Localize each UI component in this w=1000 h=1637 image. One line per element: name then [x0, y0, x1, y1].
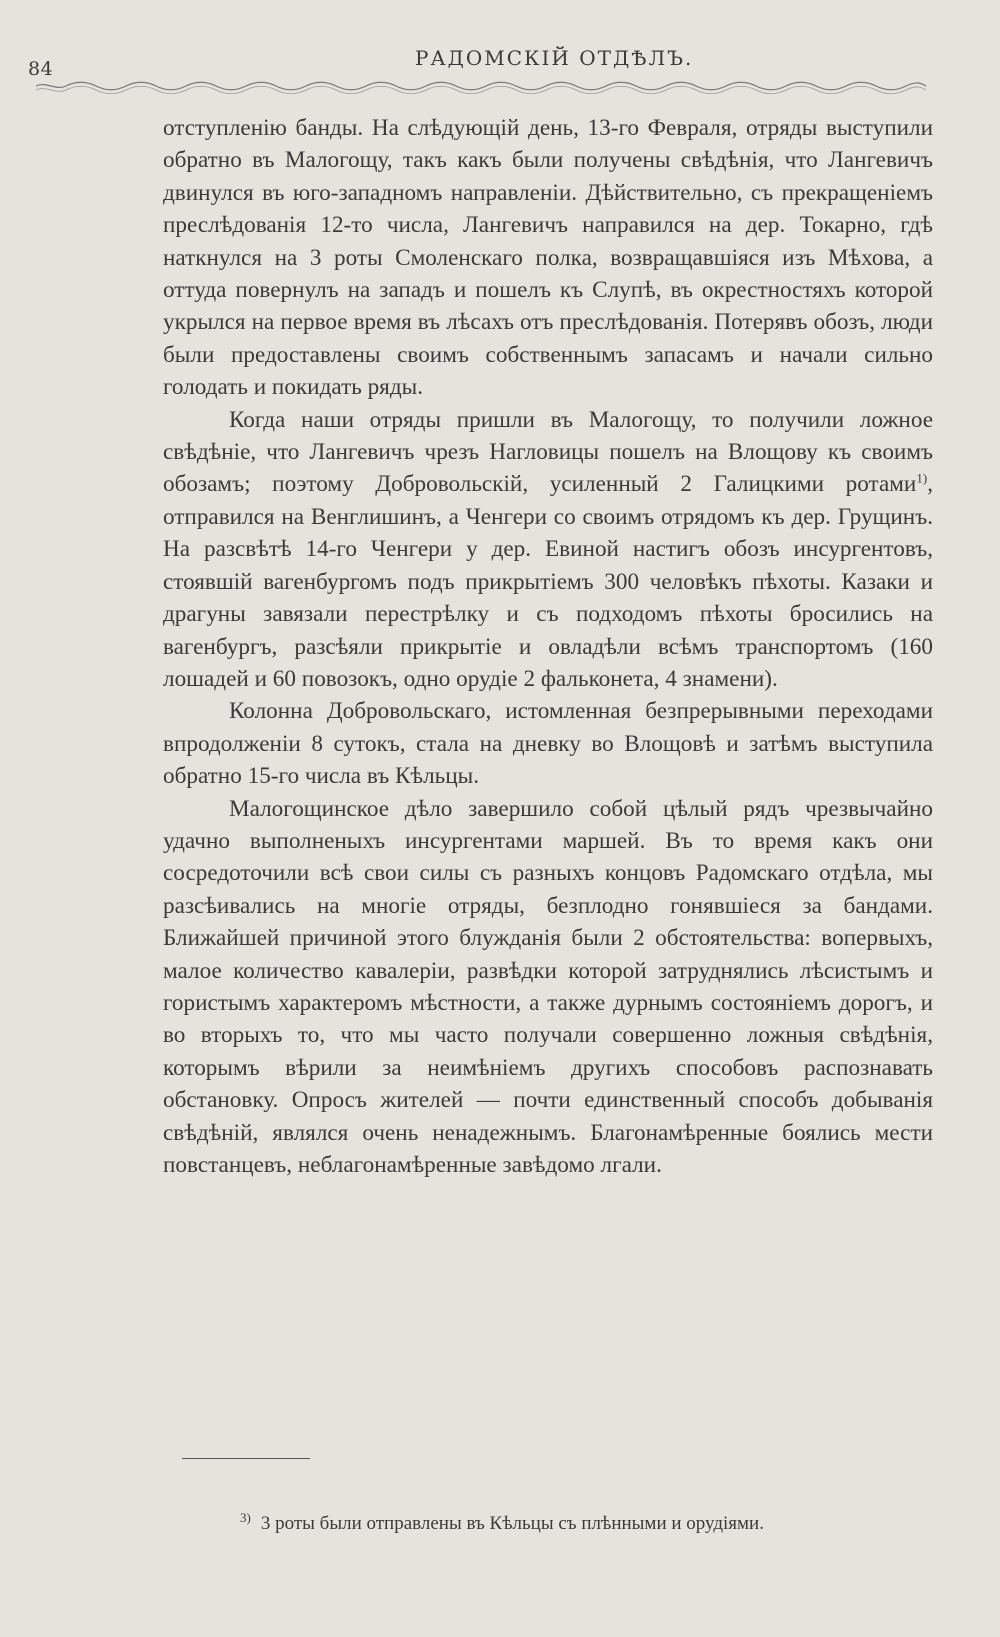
paragraph-3: Колонна Добровольскаго, истомленная безпрерывными переходами впродолженіи 8 сутокъ, стала на дневку во Влощовѣ и затѣмъ выступила обратно 15-го числа въ Кѣльцы. [163, 698, 933, 790]
paragraph-2 [163, 404, 933, 696]
footnote [240, 1509, 920, 1536]
running-title: РАДОМСКІЙ ОТДѢЛЪ. [415, 46, 694, 70]
footnote-divider [182, 1458, 310, 1459]
main-text [163, 112, 933, 1181]
footnote-text: 3 роты были отправлены въ Кѣльцы съ плѣнными и орудіями. [260, 1513, 764, 1534]
footnote-number: 3) [240, 1509, 251, 1525]
paragraph-2-text-b: , отправился на Венглишинъ, а Ченгери со своимъ отрядомъ къ дер. Грущинъ. На разсвѣтѣ 14-го Ченгери у дер. Евиной настигъ обозъ инсургентовъ, стоявшій вагенбургомъ подъ прикрытіемъ 300 человѣкъ пѣхоты. Казаки и драгуны завязали перестрѣлку и съ подходомъ пѣхоты бросились на вагенбургъ, разсѣяли прикрытіе и овладѣли всѣмъ транспортомъ (160 лошадей и 60 повозокъ, одно орудіе 2 фальконета, 4 знамени). [163, 471, 933, 692]
page-number: 84 [28, 58, 54, 80]
paragraph-2-text-a: Когда наши отряды пришли въ Малогощу, то получили ложное свѣдѣніе, что Лангевичъ чрезъ Нагловицы пошелъ на Влощову къ своимъ обозамъ; поэтому Добровольскій, усиленный 2 Галицкими ротами [163, 406, 933, 498]
footnote-reference: 1) [916, 470, 928, 486]
paragraph-4: Малогощинское дѣло завершило собой цѣлый рядъ чрезвычайно удачно выполненыхъ инсургентами маршей. Въ то время какъ они сосредоточили всѣ свои силы съ разныхъ концовъ Радомскаго отдѣла, мы разсѣивались на многіе отряды, безплодно гонявшіеся за бандами. Ближайшей причиной этого блужданія были 2 обстоятельства: вопервыхъ, малое количество кавалеріи, развѣдки которой затруднялись лѣсистымъ и гористымъ характеромъ мѣстности, а также дурнымъ состояніемъ дорогъ, и во вторыхъ то, что мы часто получали совершенно ложныя свѣдѣнія, которымъ вѣрили за неимѣніемъ другихъ способовъ распознавать обстановку. Опросъ жителей — почти единственный способъ добыванія свѣдѣній, являлся очень ненадежнымъ. Благонамѣренные боялись мести повстанцевъ, неблагонамѣренные завѣдомо лгали. [163, 795, 933, 1178]
decorative-header-rule [36, 78, 926, 100]
paragraph-1: отступленію банды. На слѣдующій день, 13-го Февраля, отряды выступили обратно въ Малогощу, такъ какъ были получены свѣдѣнія, что Лангевичъ двинулся въ юго-западномъ направленіи. Дѣйствительно, съ прекращеніемъ преслѣдованія 12-то числа, Лангевичъ направился на дер. Токарно, гдѣ наткнулся на 3 роты Смоленскаго полка, возвращавшіяся изъ Мѣхова, а оттуда повернулъ на западъ и пошелъ къ Слупѣ, въ окрестностяхъ которой укрылся на первое время въ лѣсахъ отъ преслѣдованія. Потерявъ обозъ, люди были предоставлены своимъ собственнымъ запасамъ и начали сильно голодать и покидать ряды. [163, 115, 933, 401]
